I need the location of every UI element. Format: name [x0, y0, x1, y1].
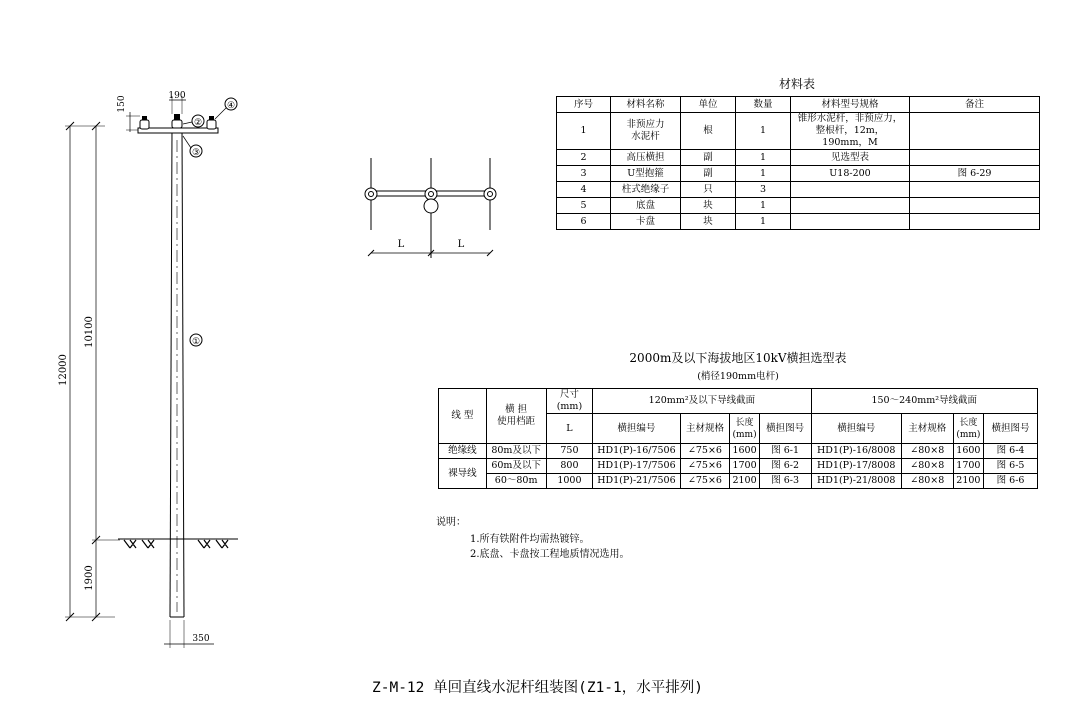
hdr-size-L: L [546, 414, 593, 444]
callout-3: ③ [191, 148, 201, 158]
material-cell: 3 [736, 182, 791, 198]
cell-g2-id: HD1(P)-16/8008 [811, 444, 901, 459]
cell-L: 1000 [546, 474, 593, 489]
hdr-sub-spec: 主材规格 [680, 414, 730, 444]
cell-span: 60m及以下 [486, 459, 546, 474]
cell-g1-len: 1700 [730, 459, 759, 474]
material-cell [910, 113, 1040, 150]
material-cell: 柱式绝缘子 [611, 182, 681, 198]
dim-buried [84, 540, 100, 621]
cell-g2-fig: 图 6-6 [984, 474, 1038, 489]
material-header-cell: 材料名称 [611, 97, 681, 113]
hdr-sub-id: 横担编号 [593, 414, 680, 444]
material-cell [910, 214, 1040, 230]
cell-L: 800 [546, 459, 593, 474]
material-cell: 锥形水泥杆，非预应力， 整根杆，12m，190mm，M [791, 113, 910, 150]
dim-base-width [164, 620, 214, 648]
material-cell [910, 198, 1040, 214]
material-cell: 1 [736, 113, 791, 150]
material-table-header [557, 97, 1040, 113]
selection-table-title: 2000m及以下海拔地区10kV横担选型表 [629, 351, 847, 365]
cross-arm [138, 114, 218, 133]
material-header-cell: 材料型号规格 [791, 97, 910, 113]
ground-line [118, 539, 238, 548]
table-row [557, 182, 1040, 198]
callout-2: ② [193, 118, 203, 128]
cell-g1-id: HD1(P)-17/7506 [593, 459, 680, 474]
hdr-sub-fig: 横担图号 [759, 414, 811, 444]
material-cell: 副 [681, 150, 736, 166]
material-cell: 6 [557, 214, 611, 230]
table-row [439, 474, 1038, 489]
material-cell: 块 [681, 198, 736, 214]
material-table-title: 材料表 [778, 77, 815, 91]
table-row [439, 444, 1038, 459]
cell-type: 裸导线 [439, 459, 487, 489]
table-row [557, 198, 1040, 214]
dim-top-offset [117, 95, 140, 132]
cell-g1-spec: ∠75×6 [680, 444, 730, 459]
cell-g1-spec: ∠75×6 [680, 459, 730, 474]
material-cell: U18-200 [791, 166, 910, 182]
cell-g1-len: 1600 [730, 444, 759, 459]
cell-g1-fig: 图 6-1 [759, 444, 811, 459]
note-item-1: 1.所有铁附件均需热镀锌。 [470, 534, 590, 545]
material-cell: 1 [736, 150, 791, 166]
material-cell: 1 [736, 166, 791, 182]
material-cell: 只 [681, 182, 736, 198]
cell-span: 60～80m [486, 474, 546, 489]
dim-150-label: 150 [117, 95, 127, 113]
notes-heading: 说明： [436, 517, 466, 528]
cell-g2-spec: ∠80×8 [901, 459, 953, 474]
cell-g1-fig: 图 6-2 [759, 459, 811, 474]
hdr-sub-len-2: 长度 (mm) [953, 414, 983, 444]
hdr-size: 尺寸(mm) [546, 389, 593, 414]
cell-g1-spec: ∠75×6 [680, 474, 730, 489]
material-cell: 1 [736, 198, 791, 214]
dim-top-width [168, 91, 186, 114]
plan-dim-left: L [397, 239, 405, 250]
material-cell: 见选型表 [791, 150, 910, 166]
cell-g1-fig: 图 6-3 [759, 474, 811, 489]
pole-body [170, 130, 184, 617]
material-cell: 2 [557, 150, 611, 166]
material-header-cell: 数量 [736, 97, 791, 113]
material-header-cell: 备注 [910, 97, 1040, 113]
cell-g1-id: HD1(P)-21/7506 [593, 474, 680, 489]
hdr-sub-id-2: 横担编号 [811, 414, 901, 444]
hdr-sub-len: 长度 (mm) [730, 414, 759, 444]
callout-4: ④ [226, 101, 236, 111]
material-cell: U型抱箍 [611, 166, 681, 182]
material-cell: 5 [557, 198, 611, 214]
table-row [557, 214, 1040, 230]
cell-type: 绝缘线 [439, 444, 487, 459]
hdr-sub-spec-2: 主材规格 [901, 414, 953, 444]
callout-1: ① [191, 337, 201, 347]
cell-span: 80m及以下 [486, 444, 546, 459]
plan-dim-right: L [457, 239, 465, 250]
dim-350-label: 350 [192, 634, 210, 644]
dim-190-label: 190 [168, 91, 186, 101]
table-row [557, 166, 1040, 182]
material-cell: 图 6-29 [910, 166, 1040, 182]
material-cell: 1 [736, 214, 791, 230]
cell-L: 750 [546, 444, 593, 459]
cell-g2-spec: ∠80×8 [901, 444, 953, 459]
material-cell: 高压横担 [611, 150, 681, 166]
hdr-group2: 150～240mm²导线截面 [811, 389, 1037, 414]
cell-g2-id: HD1(P)-17/8008 [811, 459, 901, 474]
material-header-cell: 单位 [681, 97, 736, 113]
drawing-title: Z-M-12 单回直线水泥杆组装图(Z1-1，水平排列) [372, 680, 703, 696]
material-cell: 副 [681, 166, 736, 182]
cell-g2-len: 2100 [953, 474, 983, 489]
table-row [557, 113, 1040, 150]
cell-g2-spec: ∠80×8 [901, 474, 953, 489]
material-cell [791, 182, 910, 198]
hdr-group1: 120mm²及以下导线截面 [593, 389, 811, 414]
note-item-2: 2.底盘、卡盘按工程地质情况选用。 [470, 549, 630, 560]
material-cell: 非预应力 水泥杆 [611, 113, 681, 150]
dim-10100-label: 10100 [84, 316, 95, 348]
material-cell [791, 214, 910, 230]
cell-g1-len: 2100 [730, 474, 759, 489]
table-row [557, 150, 1040, 166]
plan-view [365, 158, 496, 258]
material-cell: 1 [557, 113, 611, 150]
material-cell: 4 [557, 182, 611, 198]
cell-g2-len: 1700 [953, 459, 983, 474]
cell-g2-fig: 图 6-4 [984, 444, 1038, 459]
cell-g2-id: HD1(P)-21/8008 [811, 474, 901, 489]
material-table [556, 96, 1040, 230]
dim-above-ground [84, 122, 120, 544]
callout-labels [183, 98, 237, 347]
material-cell [910, 150, 1040, 166]
dim-1900-label: 1900 [84, 565, 95, 591]
cell-g2-len: 1600 [953, 444, 983, 459]
dim-12000-label: 12000 [58, 354, 69, 386]
material-cell [791, 198, 910, 214]
table-row [439, 459, 1038, 474]
hdr-sub-fig-2: 横担图号 [984, 414, 1038, 444]
material-cell: 卡盘 [611, 214, 681, 230]
material-cell: 3 [557, 166, 611, 182]
cell-g1-id: HD1(P)-16/7506 [593, 444, 680, 459]
material-header-cell: 序号 [557, 97, 611, 113]
cell-g2-fig: 图 6-5 [984, 459, 1038, 474]
material-cell [910, 182, 1040, 198]
material-cell: 块 [681, 214, 736, 230]
selection-table [438, 388, 1038, 489]
material-cell: 底盘 [611, 198, 681, 214]
selection-table-subtitle: (梢径190mm电杆) [697, 371, 779, 382]
dim-total-height [58, 122, 115, 621]
material-cell: 根 [681, 113, 736, 150]
hdr-line-type: 线 型 [439, 389, 487, 444]
hdr-span: 横 担 使用档距 [486, 389, 546, 444]
